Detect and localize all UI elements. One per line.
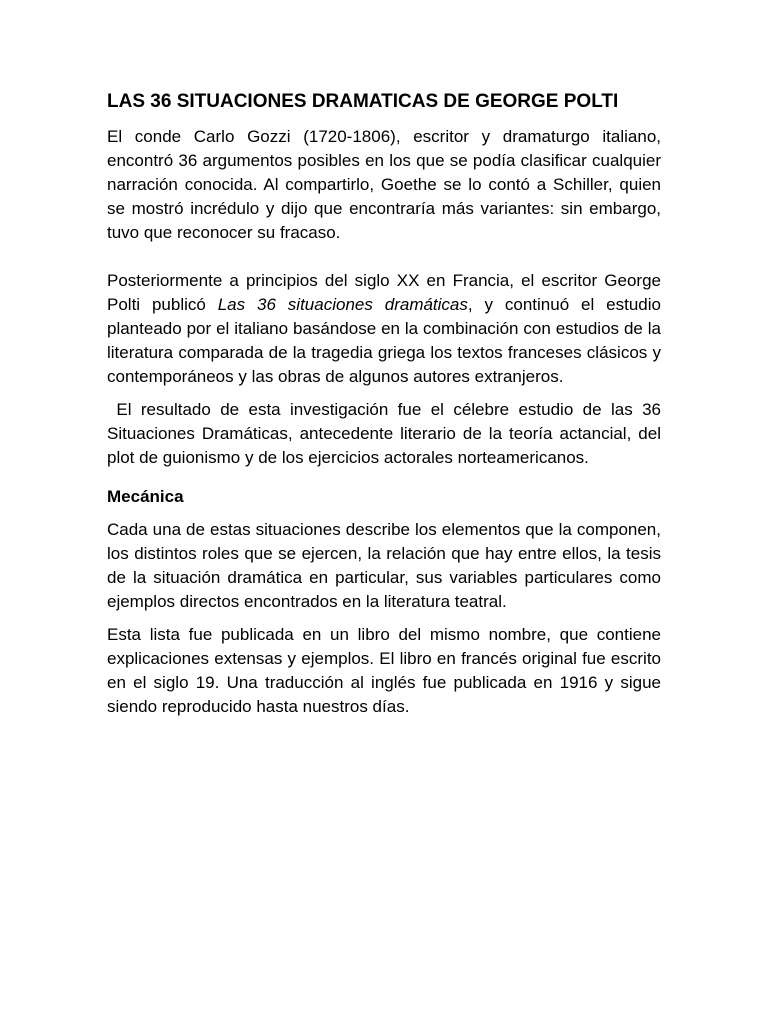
- paragraph-polti: [107, 269, 661, 389]
- paragraph-gozzi: El conde Carlo Gozzi (1720-1806), escritor y dramaturgo italiano, encontró 36 argumentos posibles en los que se podía clasificar cualquier narración conocida. Al compartirlo, Goethe se lo contó a Schiller, quien se mostró incrédulo y dijo que encontraría más variantes: sin embargo, tuvo que reconocer su fracaso.: [107, 127, 661, 242]
- paragraph-publicacion: Esta lista fue publicada en un libro del mismo nombre, que contiene explicaciones extensas y ejemplos. El libro en francés original fue escrito en el siglo 19. Una traducción al inglés fue publicada en 1916 y sigue siendo reproducido hasta nuestros días.: [107, 625, 661, 716]
- paragraph-resultado: El resultado de esta investigación fue el célebre estudio de las 36 Situaciones Dramáticas, antecedente literario de la teoría actancial, del plot de guionismo y de los ejercicios actorales norteamericanos.: [107, 400, 666, 467]
- book-title-italic: Las 36 situaciones dramáticas: [217, 295, 468, 314]
- paragraph-polti-text-2: , y continuó el estudio planteado por el italiano basándose en la combinación con estudios de la literatura comparada de la tragedia griega los textos franceses clásicos y contemporáneos y las obras de algunos autores extranjeros.: [107, 295, 661, 386]
- section-heading-mecanica: Mecánica: [107, 487, 184, 506]
- document-title: LAS 36 SITUACIONES DRAMATICAS DE GEORGE POLTI: [107, 91, 619, 112]
- paragraph-mecanica: Cada una de estas situaciones describe los elementos que la componen, los distintos roles que se ejercen, la relación que hay entre ellos, la tesis de la situación dramática en particular, sus variables particulares como ejemplos directos encontrados en la literatura teatral.: [107, 520, 661, 611]
- paragraph-polti-text-1: Posteriormente a principios del siglo XX en Francia, el escritor George Polti publicó: [107, 271, 661, 314]
- document-page: [107, 90, 666, 728]
